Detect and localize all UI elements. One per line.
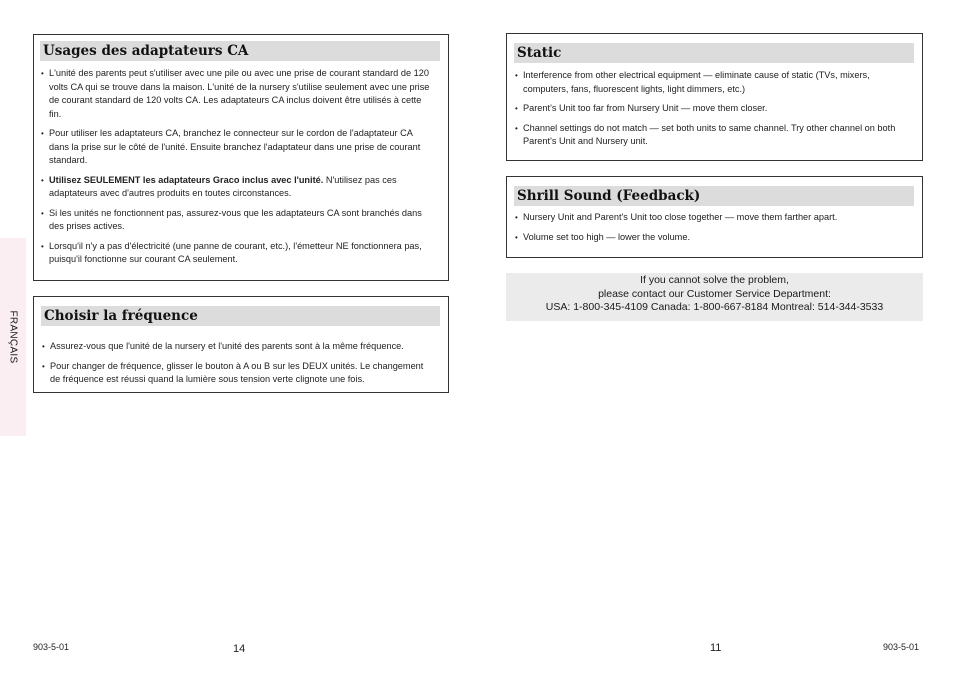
list-item: • Assurez-vous que l'unité de la nursery et l'unité des parents sont à la même fréquence. <box>42 340 434 354</box>
language-label: FRANÇAIS <box>7 310 19 364</box>
list-item: • Pour changer de fréquence, glisser le bouton à A ou B sur les DEUX unités. Le changement de fréquence est réussi quand la lumière sous tension verte clignote une fois. <box>42 360 434 387</box>
frequency-list <box>42 340 434 387</box>
frequency-title: Choisir la fréquence <box>41 306 440 326</box>
list-item: • L'unité des parents peut s'utiliser avec une pile ou avec une prise de courant standard de 120 volts CA qui se trouve dans la maison. L'unité de la nursery s'utilise seulement avec une prise de courant standard de 120 volts CA. Les adaptateurs CA inclus doivent être utilisés à cette fin. <box>41 67 432 121</box>
contact-line-1: If you cannot solve the problem, <box>640 274 789 286</box>
list-item: • Interference from other electrical equipment — eliminate cause of static (TVs, mixers, computers, fans, fluorescent lights, light dimmers, etc.) <box>515 69 908 96</box>
list-item: • Parent's Unit too far from Nursery Unit — move them closer. <box>515 102 908 116</box>
warning-rest-text: N'utilisez pas ces adaptateurs avec d'autres produits en toutes circonstances. <box>49 174 397 198</box>
shrill-sound-section <box>506 176 923 258</box>
shrill-sound-list <box>515 211 908 244</box>
frequency-section <box>33 296 449 393</box>
shrill-sound-title: Shrill Sound (Feedback) <box>514 186 914 206</box>
footer-code-left: 903-5-01 <box>33 642 70 652</box>
page-number-left: 14 <box>233 643 246 655</box>
contact-phone-numbers: USA: 1-800-345-4109 Canada: 1-800-667-8184 Montreal: 514-344-3533 <box>545 301 884 313</box>
list-item: • Volume set too high — lower the volume. <box>515 231 908 245</box>
footer-code-right: 903-5-01 <box>883 642 920 652</box>
warning-strong-text: Utilisez SEULEMENT les adaptateurs Graco inclus avec l'unité. <box>49 174 324 185</box>
static-list <box>515 69 908 149</box>
list-item: • Si les unités ne fonctionnent pas, assurez-vous que les adaptateurs CA sont branchés dans des prises actives. <box>41 207 432 234</box>
list-item: • Pour utiliser les adaptateurs CA, branchez le connecteur sur le cordon de l'adaptateur CA dans la prise sur le côté de l'unité. Ensuite branchez l'adaptateur dans une prise de courant standard. <box>41 127 432 168</box>
page-number-right: 11 <box>710 642 722 654</box>
customer-service-contact <box>506 273 923 321</box>
list-item-warning <box>41 174 432 201</box>
ac-adapters-list <box>41 67 432 267</box>
list-item: • Channel settings do not match — set both units to same channel. Try other channel on both Parent's Unit and Nursery unit. <box>515 122 908 149</box>
ac-adapters-section <box>33 34 449 281</box>
contact-line-2: please contact our Customer Service Department: <box>598 287 831 300</box>
static-title: Static <box>514 43 914 63</box>
list-item: • Nursery Unit and Parent's Unit too close together — move them farther apart. <box>515 211 908 225</box>
list-item: • Lorsqu'il n'y a pas d'électricité (une panne de courant, etc.), l'émetteur NE fonctionnera pas, puisqu'il fonctionne sur courant CA seulement. <box>41 240 432 267</box>
ac-adapters-title: Usages des adaptateurs CA <box>40 41 440 61</box>
static-section <box>506 33 923 161</box>
